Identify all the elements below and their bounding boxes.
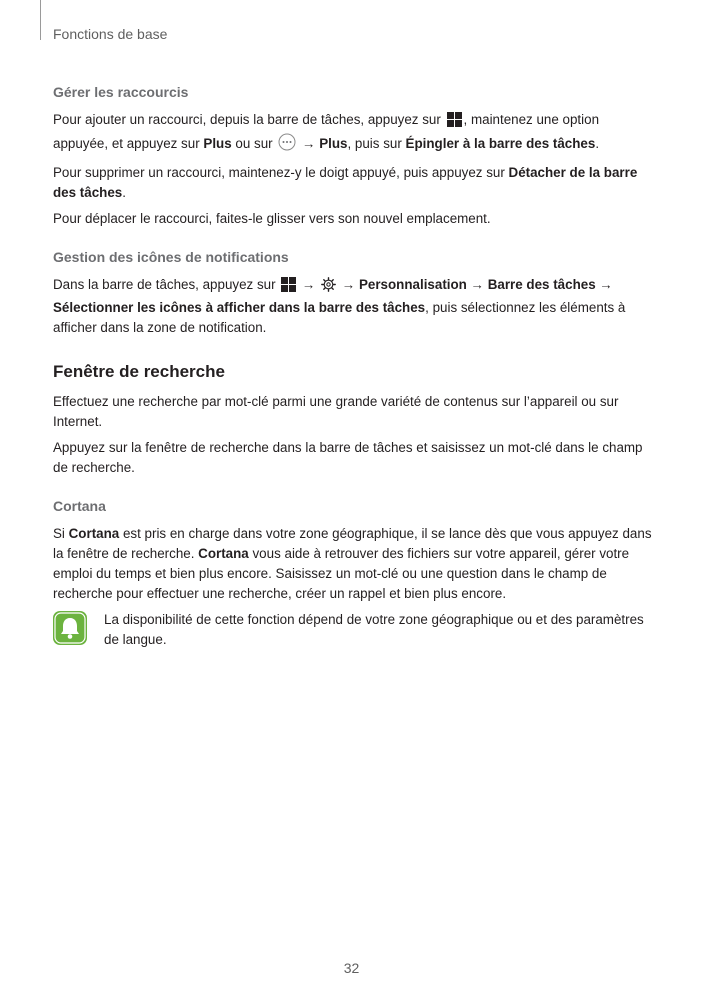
section-heading-notifications: Gestion des icônes de notifications xyxy=(53,249,289,265)
section-heading-recherche: Fenêtre de recherche xyxy=(53,362,225,381)
header-rule xyxy=(40,0,41,40)
notice-bell-icon xyxy=(53,611,87,650)
paragraph-remove-shortcut: Pour supprimer un raccourci, maintenez-y le doigt appuyé, puis appuyez sur Détacher de la barre des tâches. xyxy=(53,165,638,200)
note-block xyxy=(53,610,653,650)
more-options-icon xyxy=(278,133,296,157)
windows-icon xyxy=(447,112,462,133)
paragraph-cortana: Si Cortana est pris en charge dans votre zone géographique, il se lance dès que vous appuyez dans la fenêtre de recherche. Cortana vous aide à retrouver des fichiers sur votre appareil, gérer votre emploi du temps et bien plus encore. Saisissez un mot-clé ou une question dans le champ de recherche pour effectuer une recherche, créer un rappel et bien plus encore. xyxy=(53,526,652,601)
windows-icon xyxy=(281,277,296,298)
section-heading-raccourcis: Gérer les raccourcis xyxy=(53,84,189,100)
paragraph-search-how: Appuyez sur la fenêtre de recherche dans la barre de tâches et saisissez un mot-clé dans le champ de recherche. xyxy=(53,440,643,475)
settings-gear-icon xyxy=(321,277,336,298)
paragraph-move-shortcut: Pour déplacer le raccourci, faites-le glisser vers son nouvel emplacement. xyxy=(53,211,491,226)
page-number: 32 xyxy=(343,960,360,976)
note-text: La disponibilité de cette fonction dépend de votre zone géographique ou et des paramètres de langue. xyxy=(104,612,644,647)
page-content xyxy=(53,84,653,650)
section-heading-cortana: Cortana xyxy=(53,498,106,514)
paragraph-add-shortcut: Pour ajouter un raccourci, depuis la barre de tâches, appuyez sur , maintenez une option appuyée, et appuyez sur Plus ou sur → Plus, puis sur Épingler à la barre des tâches. xyxy=(53,110,653,157)
paragraph-search-intro: Effectuez une recherche par mot-clé parmi une grande variété de contenus sur l’appareil ou sur Internet. xyxy=(53,394,619,429)
running-header: Fonctions de base xyxy=(53,26,168,42)
paragraph-notification-icons: Dans la barre de tâches, appuyez sur → → Personnalisation → Barre des tâches → Sélectionner les icônes à afficher dans la barre des tâches, puis sélectionnez les éléments à afficher dans la zone de notification. xyxy=(53,277,626,335)
